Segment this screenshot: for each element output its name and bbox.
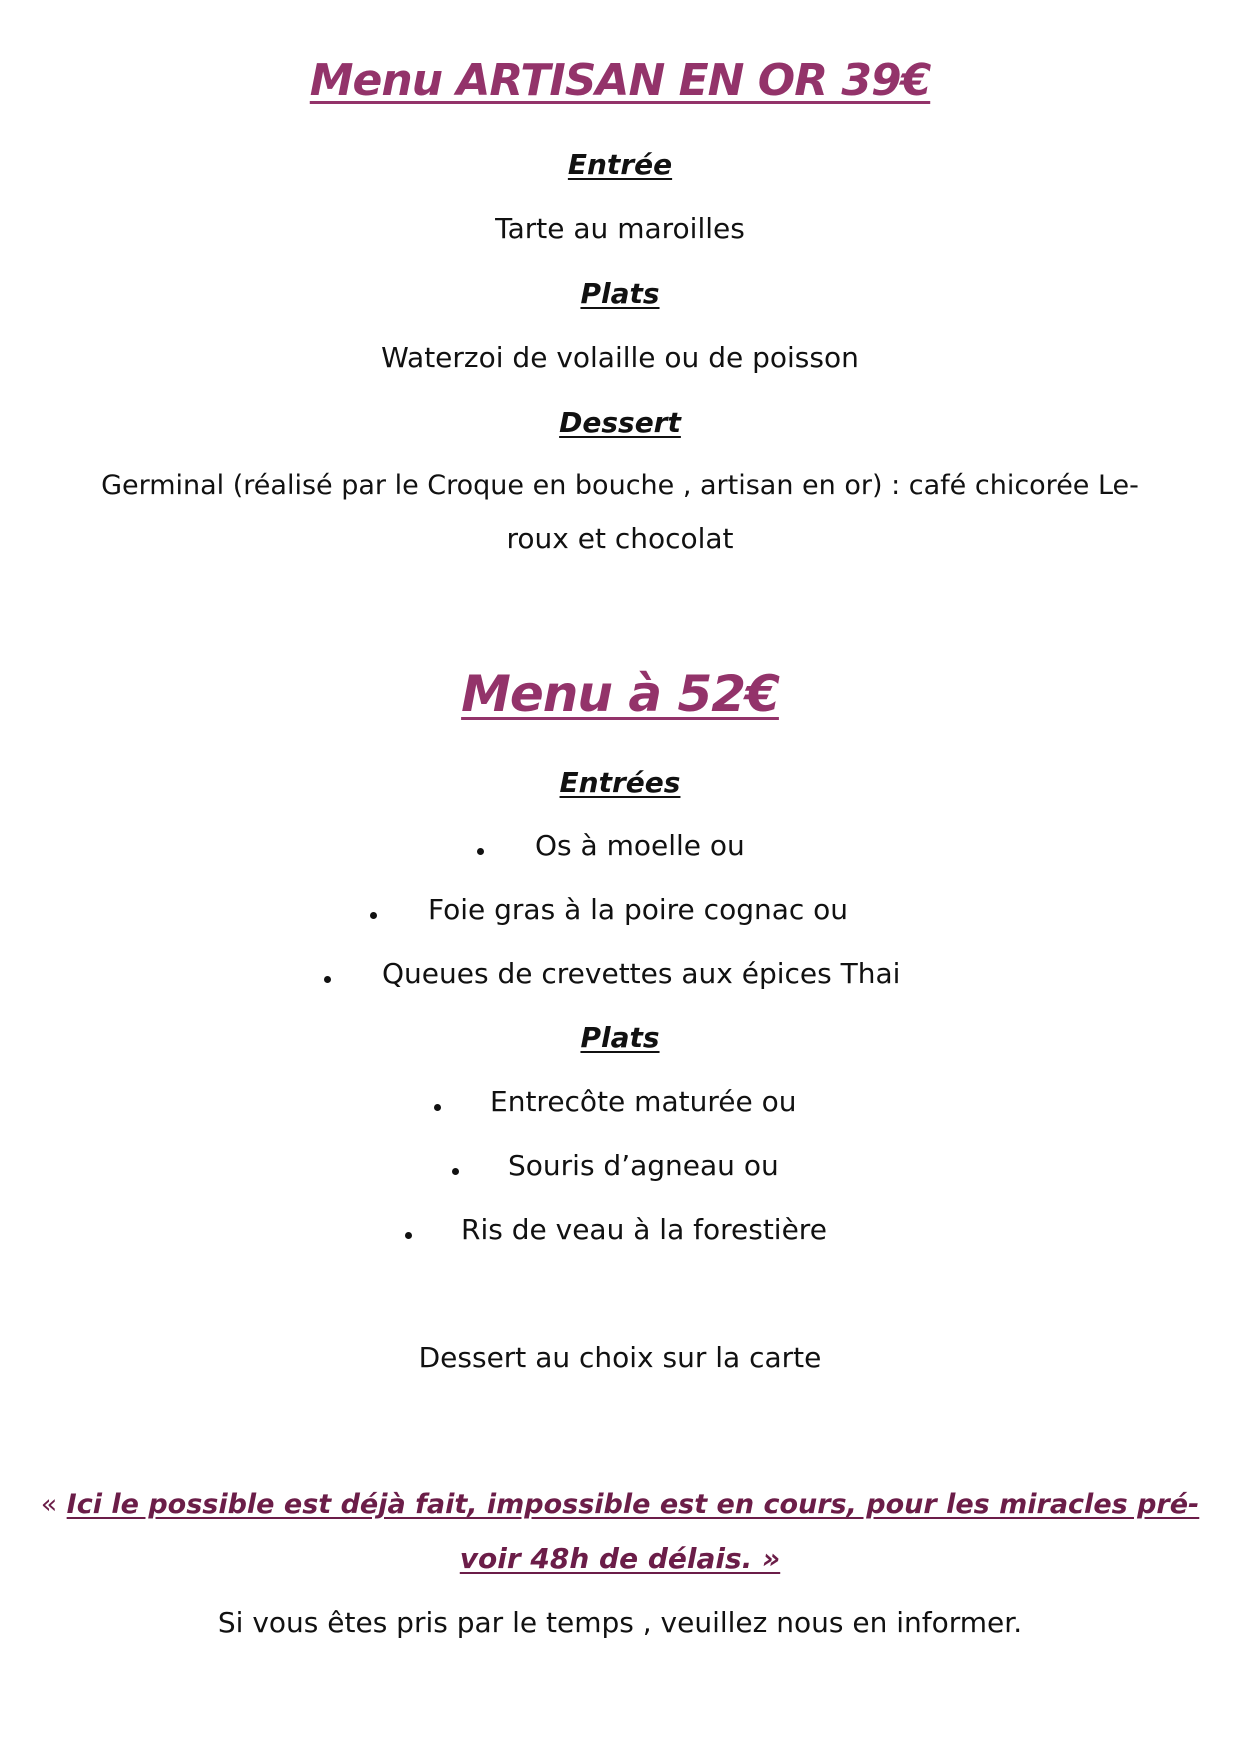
quote-text-1: Ici le possible est déjà fait, impossible est en cours, pour les miracles pré-	[66, 1489, 1200, 1520]
dessert-heading: Dessert	[559, 406, 681, 439]
menu-artisan-title: Menu ARTISAN EN OR 39€	[309, 55, 931, 106]
quote-line-2	[0, 1542, 1240, 1575]
plats-heading: Plats	[580, 277, 660, 310]
entree-heading: Entrée	[567, 148, 673, 181]
quote-line-1	[0, 1489, 1240, 1520]
bullet-dot	[477, 848, 484, 855]
bullet-dot	[324, 976, 331, 983]
plats-heading-2: Plats	[580, 1021, 660, 1054]
dessert-line-2: roux et chocolat	[506, 522, 734, 555]
plat-item: Waterzoi de volaille ou de poisson	[381, 341, 859, 374]
bullet-dot	[452, 1168, 459, 1175]
entree-option-1: Os à moelle ou	[535, 829, 745, 862]
entree-option-3: Queues de crevettes aux épices Thai	[382, 957, 901, 990]
entree-option-2: Foie gras à la poire cognac ou	[428, 893, 849, 926]
quote-open-mark: «	[40, 1489, 58, 1520]
entrees-heading: Entrées	[559, 766, 681, 799]
bullet-dot	[405, 1232, 412, 1239]
plat-option-3: Ris de veau à la forestière	[461, 1213, 827, 1246]
quote-text-2: voir 48h de délais. »	[459, 1542, 781, 1575]
footer-note: Si vous êtes pris par le temps , veuillez nous en informer.	[217, 1606, 1023, 1639]
dessert-choice: Dessert au choix sur la carte	[418, 1341, 822, 1374]
bullet-dot	[434, 1104, 441, 1111]
bullet-dot	[370, 912, 377, 919]
menu-52-title: Menu à 52€	[461, 665, 779, 723]
plat-option-1: Entrecôte maturée ou	[490, 1085, 797, 1118]
plat-option-2: Souris d’agneau ou	[508, 1149, 779, 1182]
entree-item: Tarte au maroilles	[495, 212, 745, 245]
dessert-line-1: Germinal (réalisé par le Croque en bouche , artisan en or) : café chicorée Le-	[101, 470, 1139, 501]
